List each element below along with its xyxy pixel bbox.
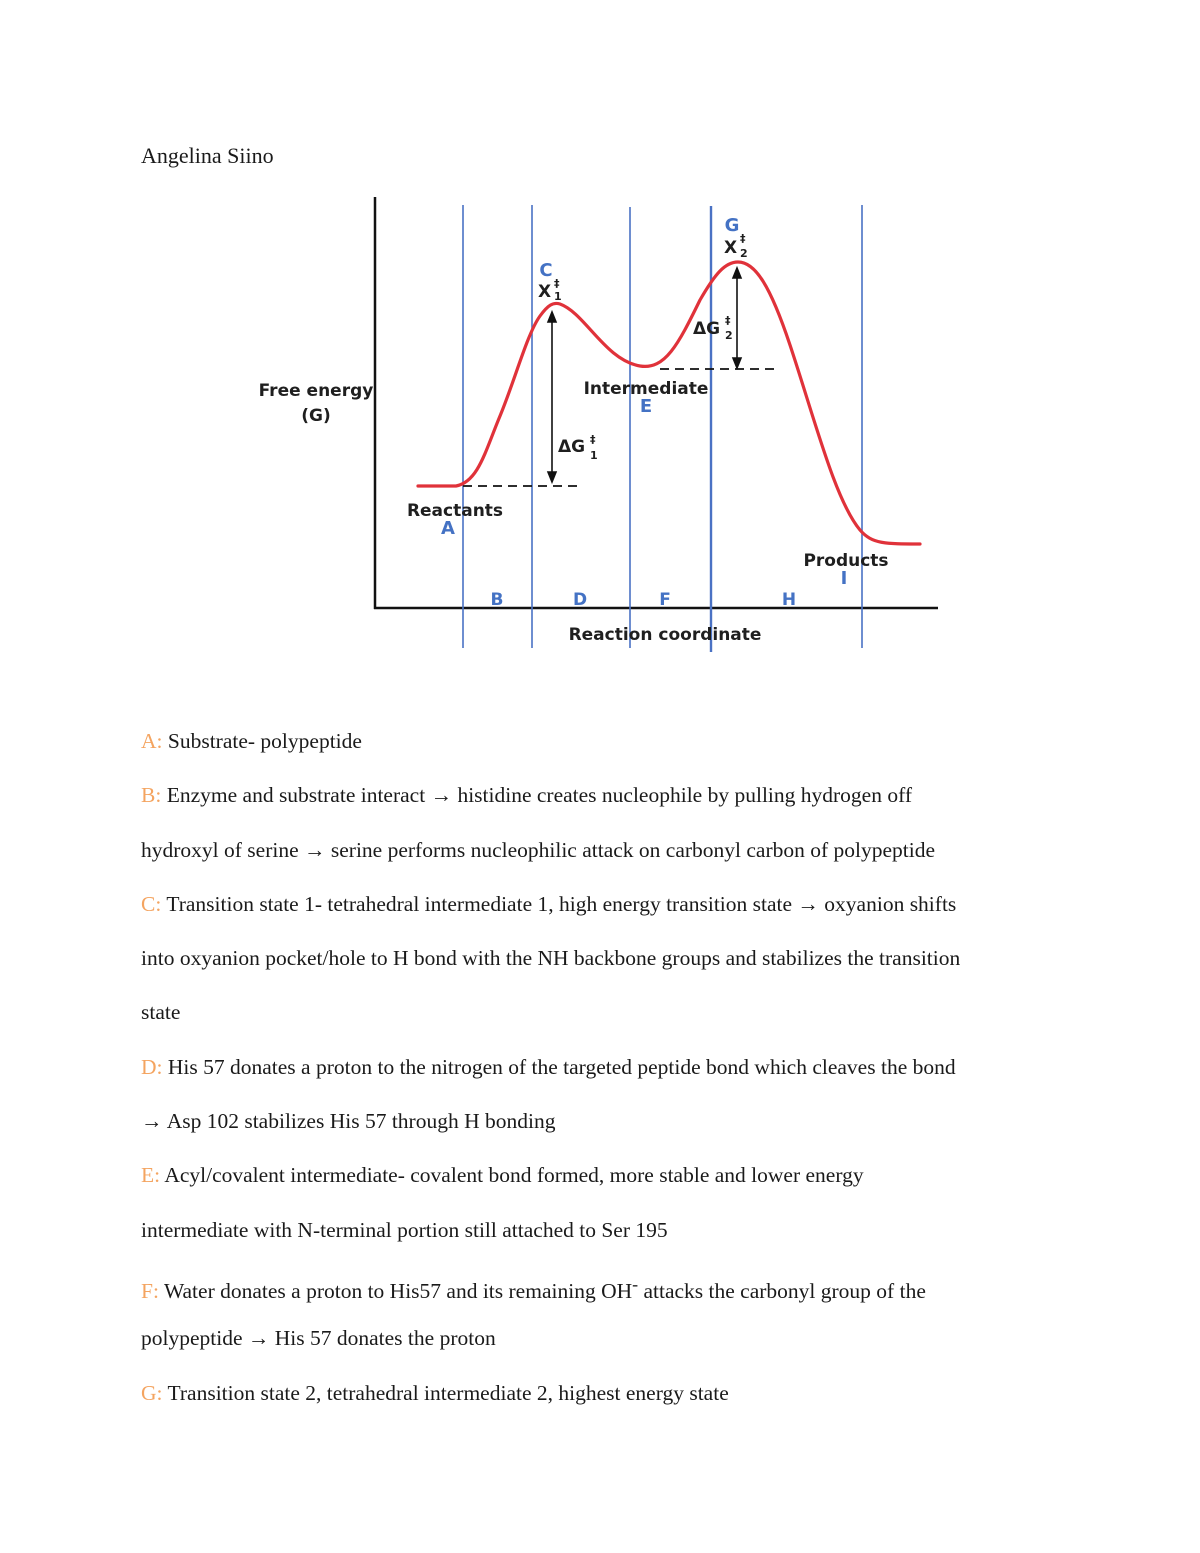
delta-g1-dagger: ‡ [590,433,596,446]
note-key: B: [141,783,162,808]
delta-g1-label: ΔG [558,437,586,457]
note-e [141,1156,1061,1210]
products-label: Products [803,551,889,571]
delta-g2-dagger: ‡ [725,314,731,327]
energy-diagram [0,0,1200,700]
note-f-cont [141,1319,1061,1373]
x-axis-label: Reaction coordinate [568,625,762,645]
transition-2-symbol: X [724,238,738,258]
region-label-d: D [572,590,588,610]
note-text: hydroxyl of serine → serine performs nucleophilic attack on carbonyl carbon of polypeptide [141,837,936,862]
note-text: Transition state 2, tetrahedral intermediate 2, highest energy state [167,1380,729,1405]
delta-g2-subscript: 2 [725,329,733,342]
transition-1-dagger: ‡ [554,277,560,290]
note-text: polypeptide → His 57 donates the proton [141,1326,496,1351]
point-label-e: E [639,396,653,417]
point-label-a: A [441,518,455,539]
note-superscript: - [632,1273,639,1294]
delta-g2-label: ΔG [693,319,721,339]
note-key: G: [141,1380,163,1405]
note-d-cont [141,1102,1061,1156]
note-text: Enzyme and substrate interact → histidine creates nucleophile by pulling hydrogen off [166,783,913,808]
note-text: into oxyanion pocket/hole to H bond with the NH backbone groups and stabilizes the transition [141,946,961,971]
notes-list [141,722,1061,1428]
note-key: D: [141,1054,163,1079]
note-key: E: [141,1163,161,1188]
note-key: C: [141,891,162,916]
y-axis-symbol: (G) [301,406,331,426]
note-key: F: [141,1279,159,1304]
delta-g1-subscript: 1 [590,449,598,462]
region-label-h: H [781,590,797,610]
note-text: state [141,1000,181,1025]
note-d [141,1048,1061,1102]
transition-2-subscript: 2 [740,247,748,260]
region-label-b: B [490,590,504,610]
note-text: Transition state 1- tetrahedral intermediate 1, high energy transition state → oxyanion shifts [166,891,957,916]
note-f [141,1265,1061,1319]
note-b-cont [141,831,1061,885]
point-label-i: I [840,568,848,589]
note-text: Acyl/covalent intermediate- covalent bond formed, more stable and lower energy [164,1163,864,1188]
note-g [141,1374,1061,1428]
note-text: Substrate- polypeptide [167,729,362,753]
region-label-f: F [659,590,671,610]
note-text: → Asp 102 stabilizes His 57 through H bonding [141,1109,556,1134]
transition-1-subscript: 1 [554,290,562,303]
y-axis-label: Free energy [258,381,374,401]
reactants-label: Reactants [406,501,504,521]
note-text: intermediate with N-terminal portion still attached to Ser 195 [141,1217,668,1242]
note-a [141,722,1061,776]
note-text: His 57 donates a proton to the nitrogen of the targeted peptide bond which cleaves the bond [167,1054,956,1079]
note-e-cont [141,1211,1061,1265]
transition-1-symbol: X [538,282,552,302]
intermediate-label: Intermediate [583,379,709,399]
note-b [141,776,1061,830]
note-c-cont [141,939,1061,993]
point-label-c: C [539,260,553,281]
author-name: Angelina Siino [141,143,274,168]
point-label-g: G [724,215,740,236]
note-c [141,885,1061,939]
note-c-cont [141,993,1061,1047]
note-key: A: [141,729,163,753]
note-text: attacks the carbonyl group of the [638,1279,926,1304]
transition-2-dagger: ‡ [740,232,746,245]
note-text: Water donates a proton to His57 and its remaining OH [163,1279,633,1304]
